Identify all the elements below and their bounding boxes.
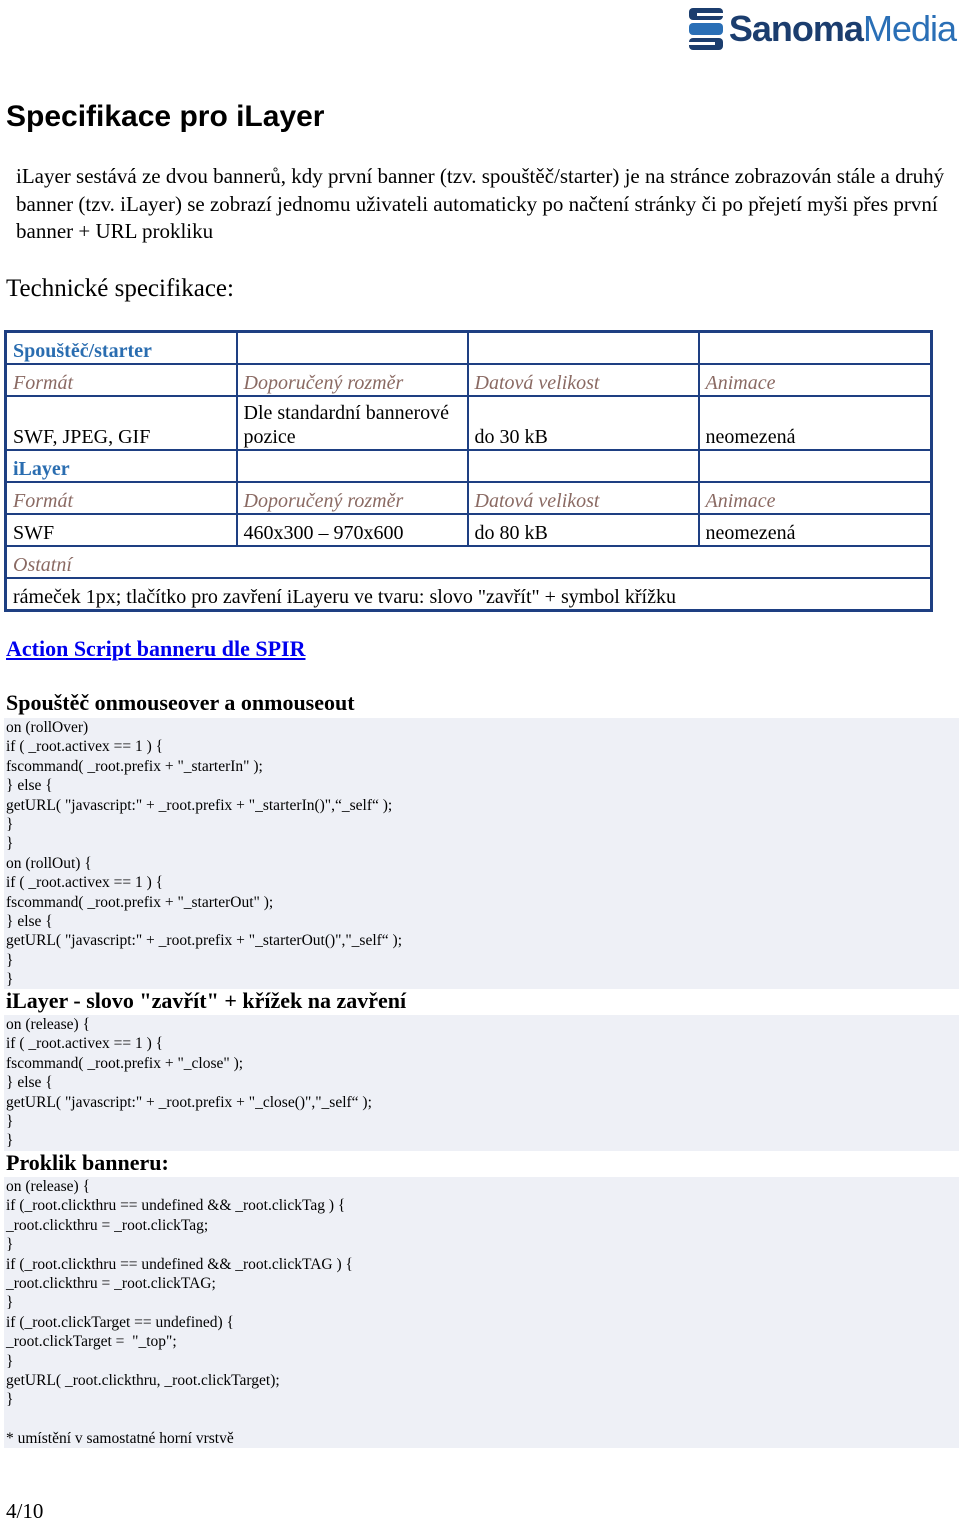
- header-data-size-2: Datová velikost: [468, 482, 699, 514]
- header-format-2: Formát: [6, 482, 237, 514]
- other-text: rámeček 1px; tlačítko pro zavření iLayeru ve tvaru: slovo "zavřít" + symbol křížku: [6, 578, 932, 611]
- spec-table: [4, 330, 933, 612]
- starter-section-title: Spouštěč/starter: [6, 332, 237, 365]
- code-block-close: [4, 1015, 959, 1151]
- section-close-heading: iLayer - slovo "zavřít" + křížek na zavření: [6, 988, 407, 1013]
- code-line: }: [6, 815, 14, 833]
- code-block-click: [4, 1177, 959, 1448]
- code-line: }: [6, 1391, 14, 1409]
- code-line: if (_root.clickTarget == undefined) {: [6, 1313, 234, 1331]
- code-line: if ( _root.activex == 1 ) {: [6, 1035, 164, 1053]
- code-line: }: [6, 951, 14, 969]
- code-line: }: [6, 971, 14, 989]
- code-line: getURL( "javascript:" + _root.prefix + "_starterIn()",“_self“ );: [6, 796, 393, 814]
- other-label: Ostatní: [6, 546, 932, 578]
- code-line: } else {: [6, 1074, 53, 1092]
- code-line: on (rollOut) {: [6, 854, 92, 872]
- section-click-heading: Proklik banneru:: [6, 1150, 169, 1175]
- starter-format: SWF, JPEG, GIF: [6, 396, 237, 450]
- code-line: fscommand( _root.prefix + "_close" );: [6, 1054, 244, 1072]
- header-format: Formát: [6, 364, 237, 396]
- page-number: 4/10: [6, 1499, 44, 1523]
- ilayer-format: SWF: [6, 514, 237, 546]
- action-script-link[interactable]: Action Script banneru dle SPIR: [6, 636, 306, 661]
- code-line: on (rollOver): [6, 719, 89, 736]
- ilayer-size: 460x300 – 970x600: [237, 514, 468, 546]
- code-line: on (release) {: [6, 1178, 91, 1195]
- code-line: _root.clickTarget = "_top";: [6, 1333, 177, 1351]
- code-line: }: [6, 1112, 14, 1130]
- header-data-size: Datová velikost: [468, 364, 699, 396]
- logo-text-media: Media: [862, 8, 956, 49]
- code-line: }: [6, 1352, 14, 1370]
- code-line: getURL( _root.clickthru, _root.clickTarget);: [6, 1371, 280, 1389]
- header-size: Doporučený rozměr: [237, 364, 468, 396]
- code-line: }: [6, 1294, 14, 1312]
- code-line: fscommand( _root.prefix + "_starterIn" );: [6, 757, 263, 775]
- page-title: Specifikace pro iLayer: [6, 100, 325, 133]
- header-size-2: Doporučený rozměr: [237, 482, 468, 514]
- code-line: getURL( "javascript:" + _root.prefix + "_starterOut()","_self“ );: [6, 932, 403, 950]
- code-line: if (_root.clickthru == undefined && _root.clickTAG ) {: [6, 1255, 353, 1273]
- code-line: [6, 1410, 959, 1429]
- code-block-starter: [4, 718, 959, 989]
- header-animation: Animace: [699, 364, 932, 396]
- code-line: }: [6, 1132, 14, 1150]
- code-line: _root.clickthru = _root.clickTAG;: [6, 1274, 216, 1292]
- sanoma-media-logo: [687, 6, 956, 52]
- ilayer-section-title: iLayer: [6, 450, 237, 482]
- intro-paragraph: iLayer sestává ze dvou bannerů, kdy první banner (tzv. spouštěč/starter) je na stránce zobrazován stále a druhý banner (tzv. iLayer) se zobrazí jednomu uživateli automaticky po načtení stránky či po přejetí myši přes první banner + URL prokliku: [16, 164, 945, 243]
- code-line: } else {: [6, 777, 53, 795]
- code-line: if ( _root.activex == 1 ) {: [6, 738, 164, 756]
- code-line: } else {: [6, 912, 53, 930]
- code-line: * umístění v samostatné horní vrstvě: [6, 1430, 234, 1448]
- starter-animation: neomezená: [699, 396, 932, 450]
- code-line: on (release) {: [6, 1016, 91, 1033]
- code-line: fscommand( _root.prefix + "_starterOut" );: [6, 893, 274, 911]
- ilayer-data-size: do 80 kB: [468, 514, 699, 546]
- code-line: getURL( "javascript:" + _root.prefix + "_close()","_self“ );: [6, 1093, 372, 1111]
- code-line: _root.clickthru = _root.clickTag;: [6, 1216, 209, 1234]
- starter-size: Dle standardní bannerové pozice: [237, 396, 468, 450]
- code-line: if ( _root.activex == 1 ) {: [6, 874, 164, 892]
- section-starter-heading: Spouštěč onmouseover a onmouseout: [6, 690, 355, 715]
- code-line: }: [6, 1236, 14, 1254]
- sanoma-logo-icon: [687, 6, 725, 52]
- code-line: }: [6, 835, 14, 853]
- ilayer-animation: neomezená: [699, 514, 932, 546]
- tech-spec-heading: Technické specifikace:: [6, 275, 234, 302]
- code-line: if (_root.clickthru == undefined && _root.clickTag ) {: [6, 1197, 346, 1215]
- starter-data-size: do 30 kB: [468, 396, 699, 450]
- logo-text-sanoma: Sanoma: [728, 8, 863, 49]
- header-animation-2: Animace: [699, 482, 932, 514]
